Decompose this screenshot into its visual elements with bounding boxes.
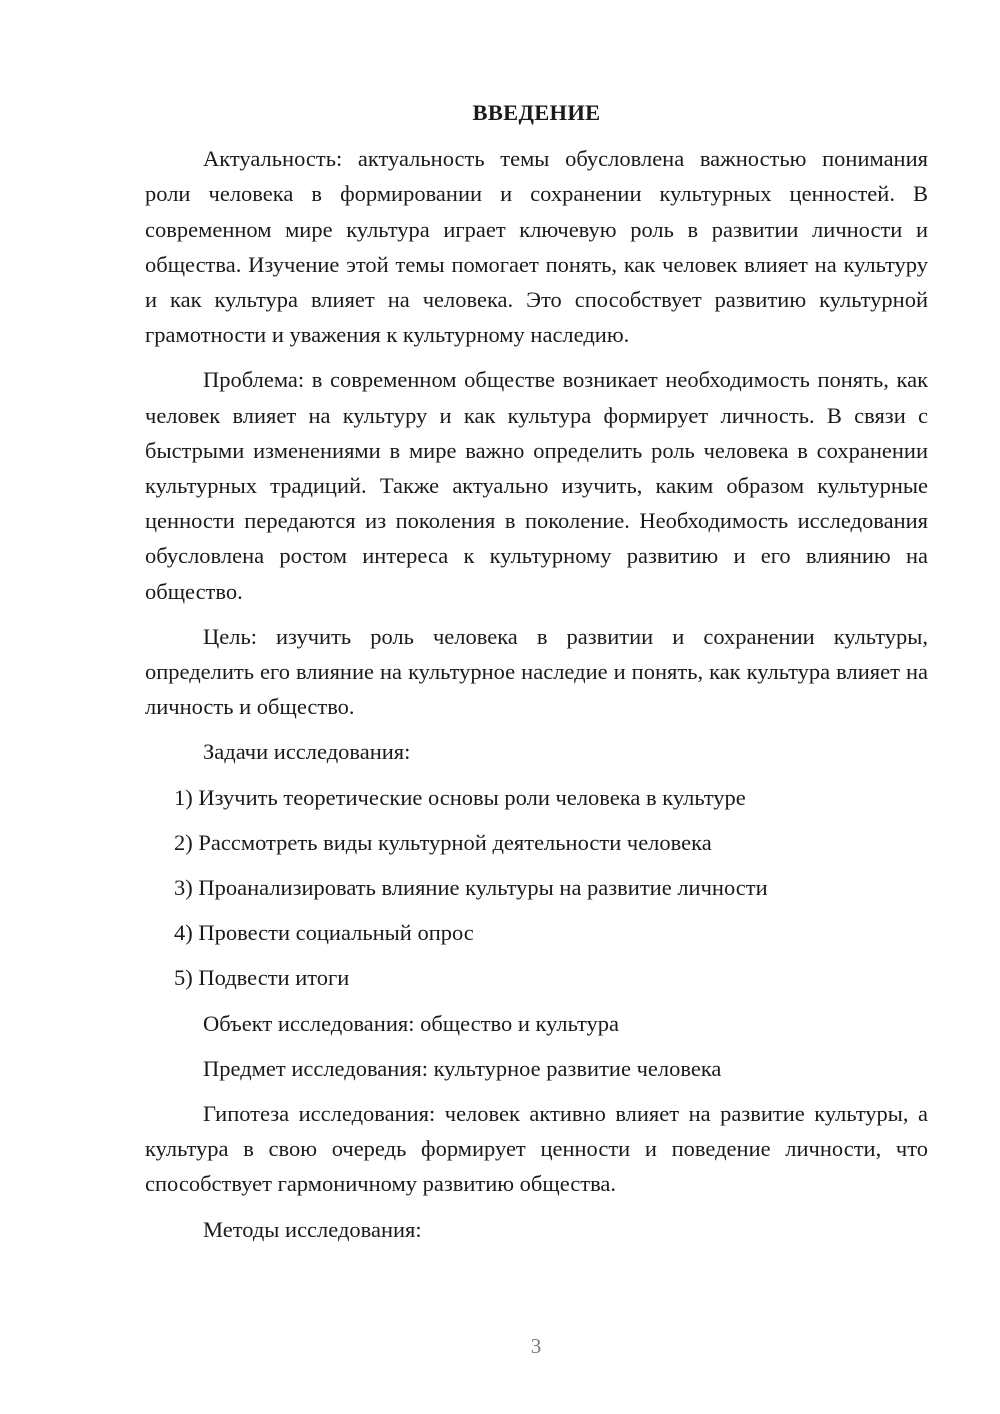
page-content: [145, 95, 928, 1257]
relevance-paragraph: Актуальность: актуальность темы обусловлена важностью понимания роли человека в формировании и сохранении культурных ценностей. В современном мире культура играет ключевую роль в развитии личности и общества. Изучение этой темы помогает понять, как человек влияет на культуру и как культура влияет на человека. Это способствует развитию культурной грамотности и уважения к культурному наследию.: [145, 146, 928, 348]
task-item: 4) Провести социальный опрос: [174, 920, 474, 946]
subject-paragraph: Предмет исследования: культурное развитие человека: [203, 1055, 722, 1081]
task-item: 1) Изучить теоретические основы роли человека в культуре: [174, 784, 746, 810]
task-item: 5) Подвести итоги: [174, 965, 350, 991]
task-item: 2) Рассмотреть виды культурной деятельности человека: [174, 829, 712, 855]
task-item: 3) Проанализировать влияние культуры на развитие личности: [174, 875, 768, 901]
goal-paragraph: Цель: изучить роль человека в развитии и сохранении культуры, определить его влияние на культурное наследие и понять, как культура влияет на личность и общество.: [145, 623, 928, 720]
problem-paragraph: Проблема: в современном обществе возникает необходимость понять, как человек влияет на культуру и как культура формирует личность. В связи с быстрыми изменениями в мире важно определить роль человека в сохранении культурных традиций. Также актуально изучить, каким образом культурные ценности передаются из поколения в поколение. Необходимость исследования обусловлена ростом интереса к культурному развитию и его влиянию на общество.: [145, 367, 928, 604]
page-title: ВВЕДЕНИЕ: [472, 100, 601, 125]
object-paragraph: Объект исследования: общество и культура: [203, 1010, 620, 1036]
methods-heading: Методы исследования:: [203, 1216, 422, 1242]
hypothesis-paragraph: Гипотеза исследования: человек активно влияет на развитие культуры, а культура в свою очередь формирует ценности и поведение личности, что способствует гармоничному развитию общества.: [145, 1101, 928, 1197]
tasks-heading: Задачи исследования:: [203, 739, 411, 765]
page-number: 3: [530, 1334, 542, 1358]
